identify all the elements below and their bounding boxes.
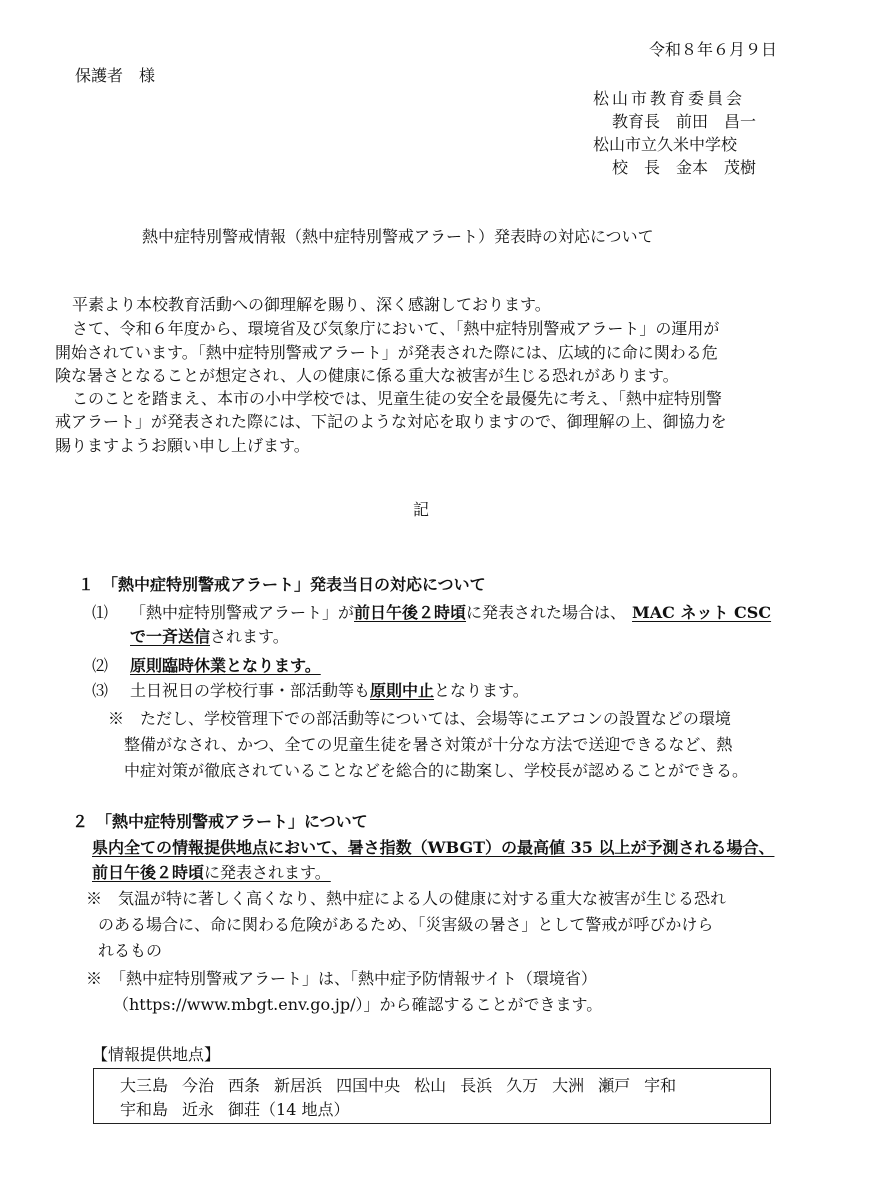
note-line: 整備がなされ、かつ、全ての児童生徒を暑さ対策が十分な方法で送迎できるなど、熱 bbox=[124, 735, 733, 754]
ki-marker: 記 bbox=[413, 500, 430, 519]
location-item: 御荘（14 地点） bbox=[228, 1100, 350, 1119]
sender-principal: 校 長 金本 茂樹 bbox=[612, 158, 757, 177]
item-3-cancel: 原則中止 bbox=[370, 681, 435, 700]
location-item: 松山 bbox=[414, 1076, 447, 1095]
locations-label: 【情報提供地点】 bbox=[92, 1045, 221, 1064]
location-item: 大洲 bbox=[552, 1076, 585, 1095]
location-item: 宇和 bbox=[644, 1076, 677, 1095]
item-1-line-2 bbox=[130, 627, 289, 647]
location-item: 大三島 bbox=[120, 1076, 169, 1095]
intro-line: 平素より本校教育活動への御理解を賜り、深く感謝しております。 bbox=[72, 295, 551, 314]
section-1-heading: １ 「熱中症特別警戒アラート」発表当日の対応について bbox=[78, 575, 486, 594]
section-2-condition: 県内全ての情報提供地点において、暑さ指数（WBGT）の最高値 35 以上が予測される場合、 bbox=[92, 838, 775, 857]
location-item: 西条 bbox=[228, 1076, 261, 1095]
section-2-heading: ２ 「熱中症特別警戒アラート」について bbox=[72, 812, 368, 831]
section-2-time: 前日午後２時頃 bbox=[92, 863, 205, 882]
intro-line: 開始されています。「熱中症特別警戒アラート」が発表された際には、広域的に命に関わる危 bbox=[55, 343, 718, 362]
intro-line: 険な暑さとなることが想定され、人の健康に係る重大な被害が生じる恐れがあります。 bbox=[55, 366, 679, 385]
sender-org: 松山市教育委員会 bbox=[593, 89, 746, 108]
intro-line: 賜りますようお願い申し上げます。 bbox=[55, 436, 310, 455]
document-date: 令和８年６月９日 bbox=[649, 40, 778, 59]
note-line: 中症対策が徹底されていることなどを総合的に勘案し、学校長が認めることができる。 bbox=[124, 761, 749, 780]
location-item: 新居浜 bbox=[274, 1076, 323, 1095]
note-line: れるもの bbox=[98, 941, 163, 960]
location-item: 久万 bbox=[506, 1076, 539, 1095]
item-1-text-c: に発表された場合は、 bbox=[466, 603, 627, 622]
item-1-time: 前日午後２時頃 bbox=[354, 603, 467, 622]
item-2-number: ⑵ bbox=[92, 656, 109, 675]
intro-line: このことを踏まえ、本市の小中学校では、児童生徒の安全を最優先に考え、「熱中症特別警 bbox=[72, 389, 722, 408]
item-3-text-c: となります。 bbox=[434, 681, 529, 700]
location-item: 四国中央 bbox=[336, 1076, 401, 1095]
item-1-line bbox=[130, 603, 771, 623]
item-1-text-a: 「熱中症特別警戒アラート」が bbox=[130, 603, 355, 622]
sender-school: 松山市立久米中学校 bbox=[593, 135, 738, 154]
item-1-text-f: されます。 bbox=[210, 627, 289, 646]
intro-line: 戒アラート」が発表された際には、下記のような対応を取りますので、御理解の上、御協力を bbox=[55, 412, 727, 431]
intro-line: さて、令和６年度から、環境省及び気象庁において、「熱中症特別警戒アラート」の運用が bbox=[72, 319, 720, 338]
locations-row-1 bbox=[120, 1076, 690, 1096]
item-3-line bbox=[130, 681, 529, 701]
locations-box bbox=[93, 1068, 771, 1124]
location-item: 宇和島 bbox=[120, 1100, 169, 1119]
note-line: ※ ただし、学校管理下での部活動等については、会場等にエアコンの設置などの環境 bbox=[108, 709, 731, 728]
page-title: 熱中症特別警戒情報（熱中症特別警戒アラート）発表時の対応について bbox=[142, 227, 654, 246]
note-line: ※ 「熱中症特別警戒アラート」は、「熱中症予防情報サイト（環境省） bbox=[86, 969, 597, 988]
item-3-number: ⑶ bbox=[92, 681, 109, 700]
item-2-text: 原則臨時休業となります。 bbox=[130, 656, 321, 675]
recipient: 保護者 様 bbox=[75, 66, 156, 85]
note-line: のある場合に、命に関わる危険があるため、「災害級の暑さ」として警戒が呼びかけら bbox=[98, 915, 714, 934]
note-line: （https://www.mbgt.env.go.jp/）」から確認することができます。 bbox=[113, 995, 603, 1014]
section-2-timing bbox=[92, 863, 331, 883]
item-1-mac-net: MAC ネット CSC bbox=[632, 603, 772, 622]
location-item: 長浜 bbox=[460, 1076, 493, 1095]
locations-row-2 bbox=[120, 1100, 363, 1120]
item-1-broadcast: で一斉送信 bbox=[130, 627, 211, 646]
note-line: ※ 気温が特に著しく高くなり、熱中症による人の健康に対する重大な被害が生じる恐れ bbox=[86, 889, 727, 908]
item-1-number: ⑴ bbox=[92, 603, 109, 622]
location-item: 近永 bbox=[182, 1100, 215, 1119]
location-item: 瀬戸 bbox=[598, 1076, 631, 1095]
item-3-text-a: 土日祝日の学校行事・部活動等も bbox=[130, 681, 371, 700]
sender-superintendent: 教育長 前田 昌一 bbox=[612, 112, 757, 131]
section-2-timing-text: に発表されます。 bbox=[204, 863, 331, 882]
location-item: 今治 bbox=[182, 1076, 215, 1095]
